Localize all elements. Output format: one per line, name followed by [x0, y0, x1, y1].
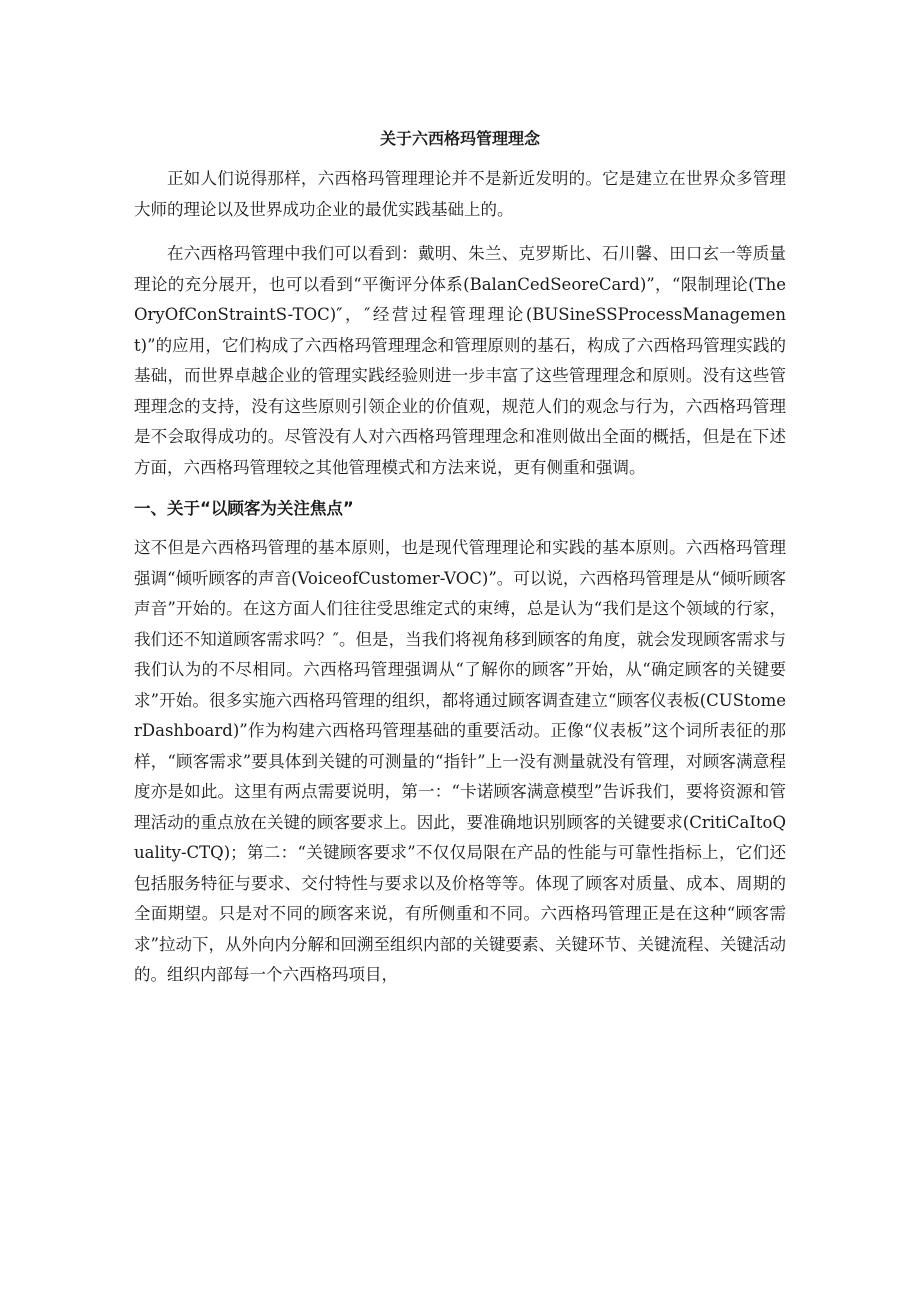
paragraph-foundations: 在六西格玛管理中我们可以看到：戴明、朱兰、克罗斯比、石川馨、田口玄一等质量理论的充分展开，也可以看到“平衡评分体系(BalanCedSeoreCard)”，“限制理论(TheOryOfConStraintS-TOC)″，″经营过程管理理论(BUSineSSProcessManagement)”的应用，它们构成了六西格玛管理理念和管理原则的基石，构成了六西格玛管理实践的基础，而世界卓越企业的管理实践经验则进一步丰富了这些管理理念和原则。没有这些管理理念的支持，没有这些原则引领企业的价值观，规范人们的观念与行为，六西格玛管理是不会取得成功的。尽管没有人对六西格玛管理理念和准则做出全面的概括，但是在下述方面，六西格玛管理较之其他管理模式和方法来说，更有侧重和强调。 [134, 244, 786, 477]
document-page [134, 118, 786, 991]
paragraph-intro: 正如人们说得那样，六西格玛管理理论并不是新近发明的。它是建立在世界众多管理大师的理论以及世界成功企业的最优实践基础上的。 [134, 169, 786, 219]
document-title: 关于六西格玛管理理念 [379, 129, 540, 148]
paragraph-customer-focus: 这不但是六西格玛管理的基本原则，也是现代管理理论和实践的基本原则。六西格玛管理强调“倾听顾客的声音(VoiceofCustomer-VOC)”。可以说，六西格玛管理是从“倾听顾客声音”开始的。在这方面人们往往受思维定式的束缚，总是认为“我们是这个领域的行家，我们还不知道顾客需求吗？″。但是，当我们将视角移到顾客的角度，就会发现顾客需求与我们认为的不尽相同。六西格玛管理强调从“了解你的顾客”开始，从“确定顾客的关键要求”开始。很多实施六西格玛管理的组织，都将通过顾客调查建立“顾客仪表板(CUStomerDashboard)”作为构建六西格玛管理基础的重要活动。正像“仪表板”这个词所表征的那样，“顾客需求”要具体到关键的可测量的“指针”上一没有测量就没有管理，对顾客满意程度亦是如此。这里有两点需要说明，第一：“卡诺顾客满意模型”告诉我们，要将资源和管理活动的重点放在关键的顾客要求上。因此，要准确地识别顾客的关键要求(CritiCaItoQuality-CTQ)；第二：“关键顾客要求”不仅仅局限在产品的性能与可靠性指标上，它们还包括服务特征与要求、交付特性与要求以及价格等等。体现了顾客对质量、成本、周期的全面期望。只是对不同的顾客来说，有所侧重和不同。六西格玛管理正是在这种“顾客需求”拉动下，从外向内分解和回溯至组织内部的关键要素、关键环节、关键流程、关键活动的。组织内部每一个六西格玛项目， [134, 538, 786, 984]
section-heading: 一、关于“以顾客为关注焦点” [134, 499, 354, 518]
